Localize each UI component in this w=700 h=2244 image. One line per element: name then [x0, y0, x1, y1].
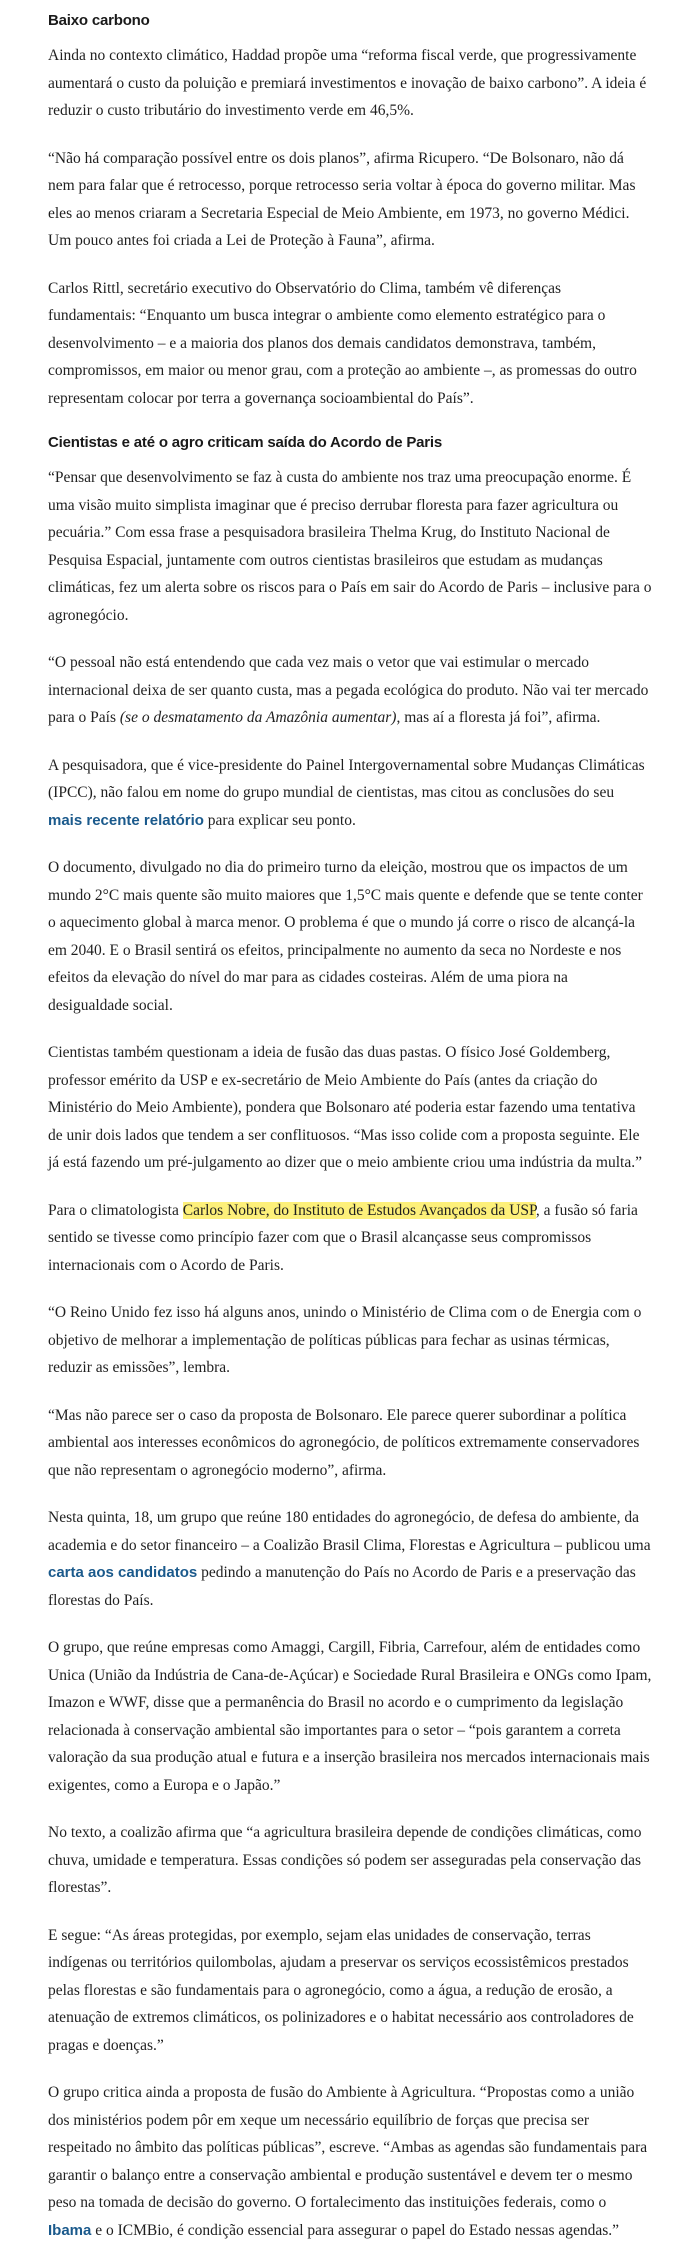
paragraph-text: O grupo critica ainda a proposta de fusão do Ambiente à Agricultura. “Propostas como a união dos ministérios podem pôr em xeque um necessário equilíbrio de forças que precisa ser respeitado no âmbito das políticas públicas”, escreve. “Ambas as agendas são fundamentais para garantir o balanço entre a conservação ambiental e produção sustentável e devem ter o mesmo peso na tomada de decisão do governo. O fortalecimento das instituições federais, como o: [48, 2084, 648, 2211]
highlighted-text: Carlos Nobre, do Instituto de Estudos Avançados da USP: [182, 1201, 536, 1219]
section-heading-cientistas: Cientistas e até o agro criticam saída do Acordo de Paris: [48, 434, 443, 451]
paragraph: [48, 752, 652, 835]
paragraph-text: pedindo a manutenção do País no Acordo de Paris e a preservação das florestas do País.: [48, 1564, 636, 1609]
paragraph-text: “O pessoal não está entendendo que cada vez mais o vetor que vai estimular o mercado internacional deixa de ser quanto custa, mas a pegada ecológica do produto. Não vai ter mercado para o País: [48, 654, 649, 726]
paragraph-text: Nesta quinta, 18, um grupo que reúne 180 entidades do agronegócio, de defesa do ambiente, da academia e do setor financeiro – a Coalizão Brasil Clima, Florestas e Agricultura – publicou uma: [48, 1509, 651, 1554]
paragraph: “Pensar que desenvolvimento se faz à custa do ambiente nos traz uma preocupação enorme. É uma visão muito simplista imaginar que é preciso derrubar floresta para fazer agricultura ou pecuária.” Com essa frase a pesquisadora brasileira Thelma Krug, do Instituto Nacional de Pesquisa Espacial, juntamente com outros cientistas brasileiros que estudam as mudanças climáticas, fez um alerta sobre os riscos para o País em sair do Acordo de Paris – inclusive para o agronegócio.: [48, 469, 652, 624]
paragraph-text: A pesquisadora, que é vice-presidente do Painel Intergovernamental sobre Mudanças Climáticas (IPCC), não falou em nome do grupo mundial de cientistas, mas citou as conclusões do seu: [48, 756, 645, 801]
paragraph: [48, 1197, 652, 1280]
paragraph-text: , a fusão só faria sentido se tivesse como princípio fazer com que o Brasil alcançasse seus compromissos internacionais com o Acordo de Paris.: [48, 1201, 638, 1274]
paragraph: [48, 2079, 652, 2244]
link-ibama[interactable]: Ibama: [48, 2221, 92, 2239]
paragraph-italic-text: (se o desmatamento da Amazônia aumentar): [119, 709, 397, 726]
link-relatorio[interactable]: mais recente relatório: [48, 811, 204, 829]
paragraph: “Não há comparação possível entre os dois planos”, afirma Ricupero. “De Bolsonaro, não dá nem para falar que é retrocesso, porque retrocesso seria voltar à época do governo militar. Mas eles ao menos criaram a Secretaria Especial de Meio Ambiente, em 1973, no governo Médici. Um pouco antes foi criada a Lei de Proteção à Fauna”, afirma.: [48, 149, 636, 249]
paragraph: O documento, divulgado no dia do primeiro turno da eleição, mostrou que os impactos de um mundo 2°C mais quente são muito maiores que 1,5°C mais quente e defende que se tente conter o aquecimento global à marca menor. O problema é que o mundo já corre o risco de alcançá-la em 2040. E o Brasil sentirá os efeitos, principalmente no aumento da seca no Nordeste e nos efeitos da elevação do nível do mar para as cidades costeiras. Além de uma piora na desigualdade social.: [48, 859, 643, 1014]
paragraph: Cientistas também questionam a ideia de fusão das duas pastas. O físico José Goldemberg, professor emérito da USP e ex-secretário de Meio Ambiente do País (antes da criação do Ministério do Meio Ambiente), pondera que Bolsonaro até poderia estar fazendo uma tentativa de unir dois lados que tendem a ser conflituosos. “Mas isso colide com a proposta seguinte. Ele já está fazendo um pré-julgamento ao dizer que o meio ambiente criou uma indústria da multa.”: [48, 1044, 642, 1171]
paragraph-text: para explicar seu ponto.: [203, 811, 356, 829]
paragraph: Ainda no contexto climático, Haddad propõe uma “reforma fiscal verde, que progressivamente aumentará o custo da poluição e premiará investimentos e inovação de baixo carbono”. A ideia é reduzir o custo tributário do investimento verde em 46,5%.: [48, 47, 647, 119]
link-carta-aos-candidatos[interactable]: carta aos candidatos: [48, 1564, 198, 1581]
paragraph: O grupo, que reúne empresas como Amaggi, Cargill, Fibria, Carrefour, além de entidades como Unica (União da Indústria de Cana-de-Açúcar) e Sociedade Rural Brasileira e ONGs como Ipam, Imazon e WWF, disse que a permanência do Brasil no acordo e o cumprimento da legislação relacionada à conservação ambiental são importantes para o setor – “pois garantem a correta valoração da sua produção atual e futura e a inserção brasileira nos mercados internacionais mais exigentes, como a Europa e o Japão.”: [48, 1639, 652, 1794]
paragraph: [48, 1504, 652, 1614]
paragraph: [48, 649, 652, 732]
paragraph: No texto, a coalizão afirma que “a agricultura brasileira depende de condições climáticas, como chuva, umidade e temperatura. Essas condições só podem ser asseguradas pela conservação das florestas”.: [48, 1824, 642, 1896]
paragraph-text: e o ICMBio, é condição essencial para assegurar o papel do Estado nessas agendas.”: [91, 2221, 620, 2239]
paragraph: Carlos Rittl, secretário executivo do Observatório do Clima, também vê diferenças fundamentais: “Enquanto um busca integrar o ambiente como elemento estratégico para o desenvolvimento – e a maioria dos planos dos demais candidatos demonstrava, também, compromissos, em maior ou menor grau, com a proteção ao ambiente –, as promessas do outro representam colocar por terra a governança socioambiental do País”.: [48, 279, 637, 407]
paragraph-text: , mas aí a floresta já foi”, afirma.: [396, 709, 601, 726]
section-heading-baixo-carbono: Baixo carbono: [48, 12, 150, 29]
paragraph: “O Reino Unido fez isso há alguns anos, unindo o Ministério de Clima com o de Energia com o objetivo de melhorar a implementação de políticas públicas para fechar as usinas térmicas, reduzir as emissões”, lembra.: [48, 1304, 642, 1376]
paragraph: “Mas não parece ser o caso da proposta de Bolsonaro. Ele parece querer subordinar a política ambiental aos interesses econômicos do agronegócio, de políticos extremamente conservadores que não representam o agronegócio moderno”, afirma.: [48, 1406, 640, 1479]
paragraph-text: Para o climatologista: [48, 1201, 183, 1219]
paragraph: E segue: “As áreas protegidas, por exemplo, sejam elas unidades de conservação, terras indígenas ou territórios quilombolas, ajudam a preservar os serviços ecossistêmicos prestados pelas florestas e são fundamentais para o agronegócio, como a água, a redução de erosão, a atenuação de extremos climáticos, os polinizadores e o habitat necessário aos controladores de pragas e doenças.”: [48, 1926, 634, 2054]
